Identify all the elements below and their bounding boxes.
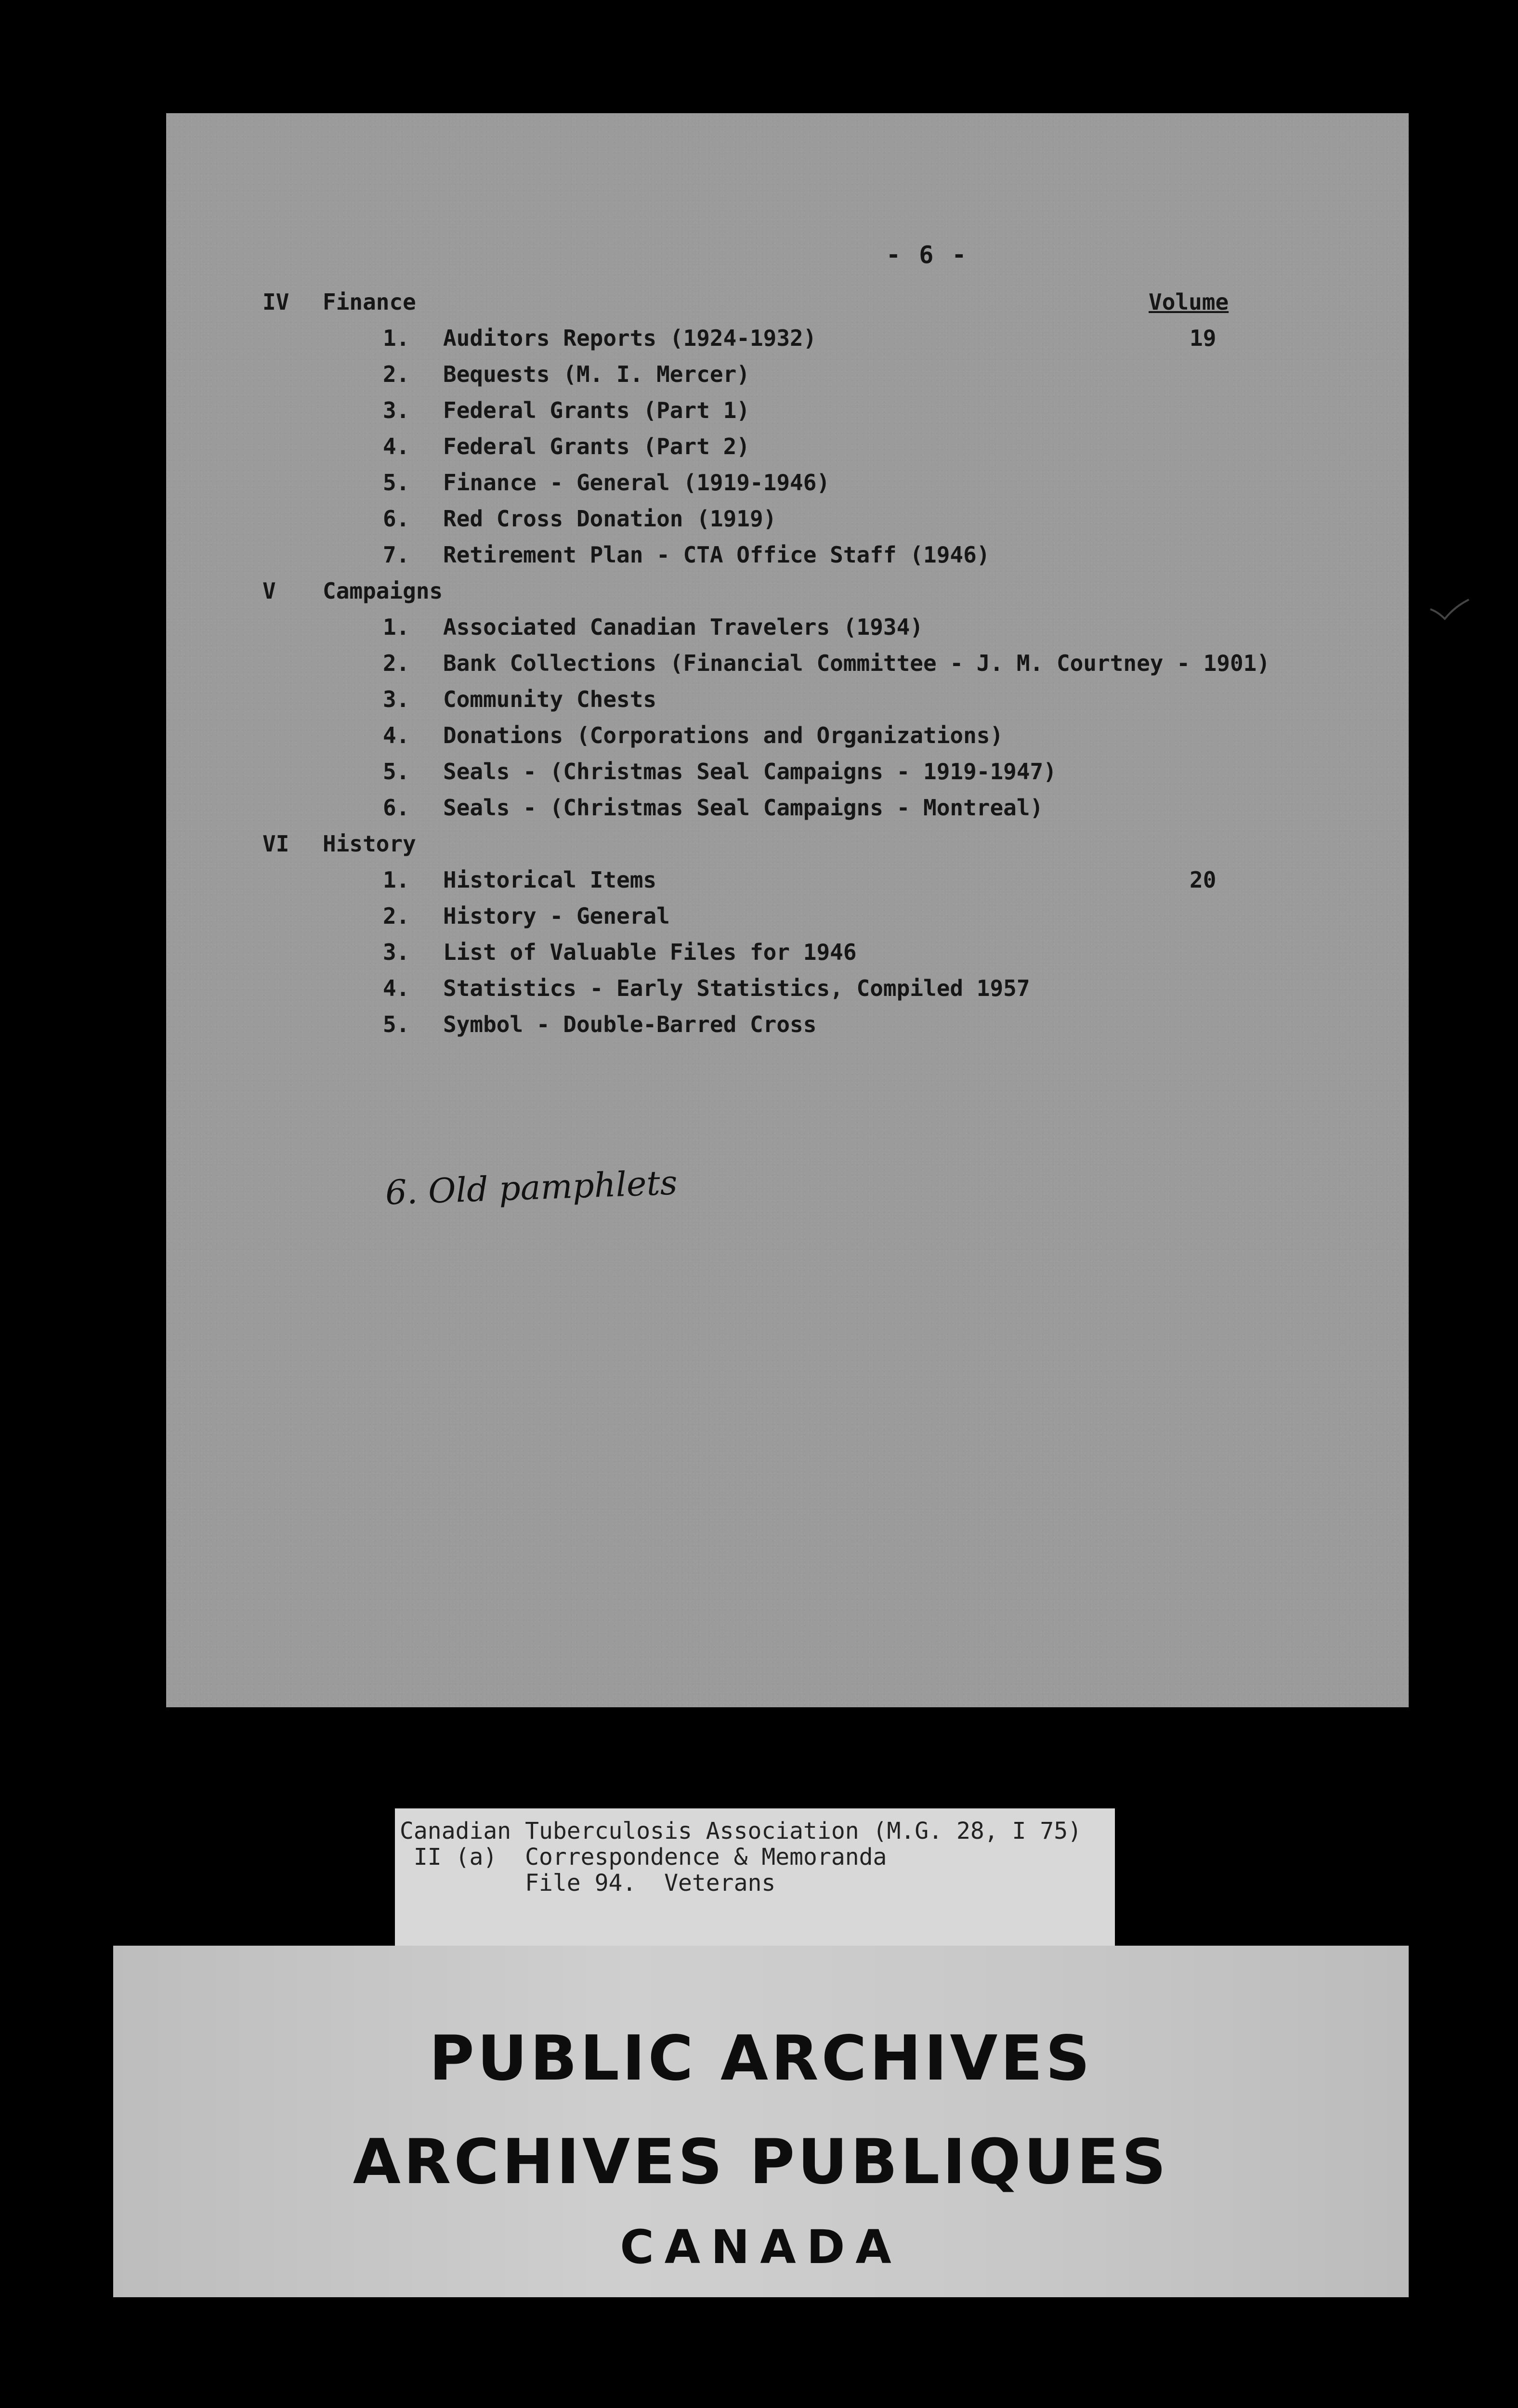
item-number: 3. bbox=[383, 686, 410, 712]
item-text: Federal Grants (Part 2) bbox=[443, 433, 750, 459]
item-number: 4. bbox=[383, 722, 410, 748]
item-text: Symbol - Double-Barred Cross bbox=[443, 1011, 817, 1037]
item-number: 1. bbox=[383, 614, 410, 640]
item-number: 1. bbox=[383, 867, 410, 893]
card-line-2: II (a) Correspondence & Memoranda bbox=[400, 1844, 887, 1871]
item-volume: 19 bbox=[1190, 325, 1217, 351]
item-text: Retirement Plan - CTA Office Staff (1946) bbox=[443, 542, 990, 568]
catalogue-card bbox=[395, 1808, 1115, 1948]
item-number: 6. bbox=[383, 506, 410, 532]
item-number: 7. bbox=[383, 542, 410, 568]
section-title: Finance bbox=[323, 289, 416, 315]
pencil-tick-mark-icon bbox=[1428, 597, 1471, 626]
section-numeral: VI bbox=[262, 831, 289, 857]
item-number: 1. bbox=[383, 325, 410, 351]
section-numeral: IV bbox=[262, 289, 289, 315]
item-text: Seals - (Christmas Seal Campaigns - 1919-1947) bbox=[443, 759, 1057, 785]
item-number: 6. bbox=[383, 795, 410, 821]
section-numeral: V bbox=[262, 578, 276, 604]
item-text: Historical Items bbox=[443, 867, 657, 893]
item-text: Auditors Reports (1924-1932) bbox=[443, 325, 817, 351]
item-text: List of Valuable Files for 1946 bbox=[443, 939, 857, 965]
item-volume: 20 bbox=[1190, 867, 1217, 893]
item-text: Federal Grants (Part 1) bbox=[443, 397, 750, 423]
item-number: 5. bbox=[383, 470, 410, 496]
volume-column-header: Volume bbox=[1149, 289, 1229, 315]
page-number: - 6 - bbox=[886, 241, 968, 269]
item-text: Associated Canadian Travelers (1934) bbox=[443, 614, 923, 640]
item-number: 2. bbox=[383, 903, 410, 929]
item-text: Donations (Corporations and Organizations) bbox=[443, 722, 1004, 748]
banner-line-1: PUBLIC ARCHIVES bbox=[429, 2023, 1093, 2094]
item-number: 4. bbox=[383, 433, 410, 459]
card-line-3: File 94. Veterans bbox=[400, 1870, 776, 1897]
item-number: 3. bbox=[383, 939, 410, 965]
item-text: Community Chests bbox=[443, 686, 657, 712]
banner-line-2: ARCHIVES PUBLIQUES bbox=[353, 2126, 1169, 2198]
item-text: Statistics - Early Statistics, Compiled 1957 bbox=[443, 975, 1030, 1001]
item-number: 5. bbox=[383, 1011, 410, 1037]
item-number: 2. bbox=[383, 650, 410, 676]
public-archives-banner bbox=[113, 1946, 1409, 2297]
card-line-1: Canadian Tuberculosis Association (M.G. 28, I 75) bbox=[400, 1818, 1082, 1845]
item-text: History - General bbox=[443, 903, 670, 929]
item-text: Finance - General (1919-1946) bbox=[443, 470, 830, 496]
section-title: Campaigns bbox=[323, 578, 443, 604]
banner-line-3: CANADA bbox=[620, 2220, 902, 2274]
item-text: Bequests (M. I. Mercer) bbox=[443, 361, 750, 387]
handwritten-note: 6. Old pamphlets bbox=[384, 1163, 678, 1213]
item-text: Seals - (Christmas Seal Campaigns - Montreal) bbox=[443, 795, 1044, 821]
section-title: History bbox=[323, 831, 416, 857]
item-number: 4. bbox=[383, 975, 410, 1001]
item-text: Bank Collections (Financial Committee - J. M. Courtney - 1901) bbox=[443, 650, 1270, 676]
item-text: Red Cross Donation (1919) bbox=[443, 506, 777, 532]
document-page bbox=[166, 113, 1409, 1707]
item-number: 3. bbox=[383, 397, 410, 423]
item-number: 5. bbox=[383, 759, 410, 785]
item-number: 2. bbox=[383, 361, 410, 387]
